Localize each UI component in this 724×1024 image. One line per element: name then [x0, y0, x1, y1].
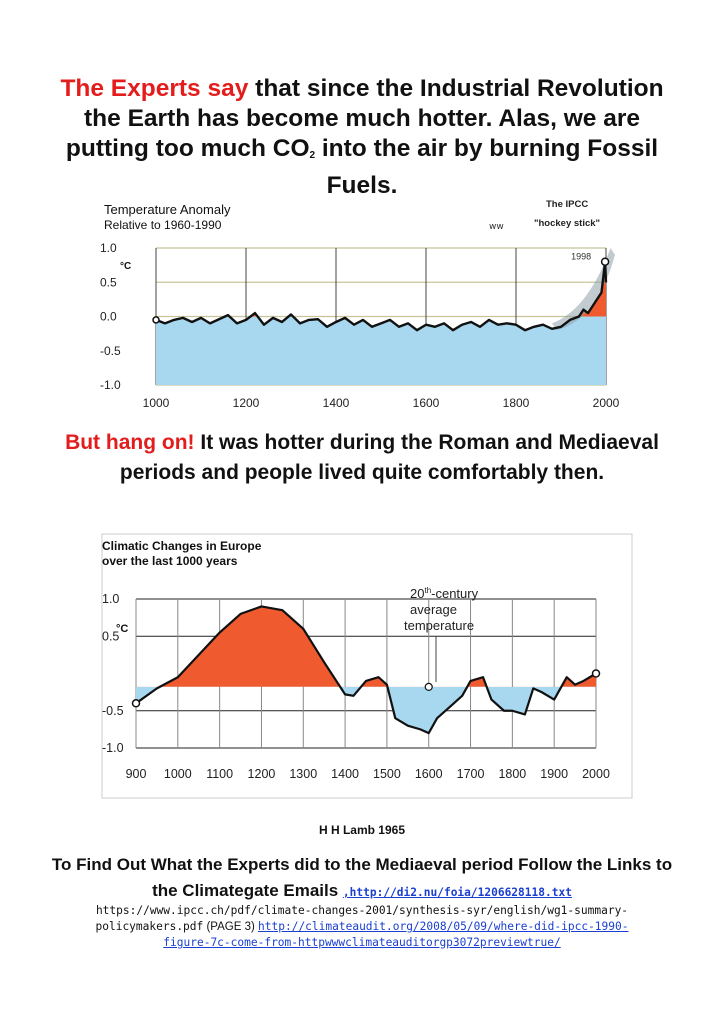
- marker-label: 1998: [571, 251, 592, 262]
- data-point: [245, 319, 246, 320]
- data-point: [551, 328, 552, 329]
- data-point: [605, 282, 606, 283]
- x-tick-label: 1800: [498, 767, 527, 781]
- lamb-europe-chart: [96, 530, 640, 802]
- data-point: [574, 684, 575, 685]
- chart2-annotation-line3: temperature: [404, 618, 475, 633]
- x-tick-label: 1900: [540, 767, 569, 781]
- data-point: [482, 677, 483, 678]
- chart2-title: Climatic Changes in Europe: [102, 539, 262, 553]
- end-marker: [593, 670, 600, 677]
- data-point: [416, 330, 417, 331]
- data-point: [353, 695, 354, 696]
- page-note: (PAGE 3): [203, 921, 259, 933]
- data-point: [299, 323, 300, 324]
- data-point: [497, 324, 498, 325]
- chart2-annotation-line1: 20th-century: [410, 586, 479, 601]
- data-point: [434, 326, 435, 327]
- headline2-rest: It was hotter during the Roman and Mediaeval periods and people lived quite comfortably then.: [119, 431, 659, 484]
- data-point: [303, 628, 304, 629]
- data-point: [533, 326, 534, 327]
- data-point: [596, 299, 597, 300]
- y-tick-label: 0.5: [100, 275, 117, 290]
- data-point: [209, 323, 210, 324]
- data-point: [407, 725, 408, 726]
- data-point: [554, 699, 555, 700]
- data-point: [601, 292, 602, 293]
- data-point: [449, 706, 450, 707]
- mid-marker: [425, 683, 432, 690]
- data-point: [462, 695, 463, 696]
- x-tick-label: 1100: [206, 767, 234, 781]
- data-point: [524, 330, 525, 331]
- data-point: [335, 321, 336, 322]
- data-point: [173, 319, 174, 320]
- find-text: [40, 852, 684, 906]
- y-tick-label: 1.0: [102, 592, 120, 606]
- data-point: [425, 324, 426, 325]
- y-tick-label: 0.0: [100, 309, 117, 324]
- data-point: [254, 312, 255, 313]
- link-ipcc[interactable]: https://www.ipcc.ch/pdf/climate-changes-2001/synthesis-syr/english/wg1-summary-policymakers.pdf: [95, 904, 629, 933]
- start-marker: [133, 700, 140, 707]
- x-tick-label: 1400: [322, 396, 350, 410]
- data-point: [491, 699, 492, 700]
- data-point: [470, 321, 471, 322]
- data-point: [365, 680, 366, 681]
- data-point: [378, 677, 379, 678]
- data-point: [281, 321, 282, 322]
- credit: H H Lamb 1965: [318, 823, 406, 837]
- chart1-annotation-line2: "hockey stick": [534, 218, 601, 229]
- data-point: [533, 688, 534, 689]
- data-point: [515, 324, 516, 325]
- data-point: [395, 718, 396, 719]
- data-point: [218, 319, 219, 320]
- data-point: [191, 321, 192, 322]
- data-point: [386, 684, 387, 685]
- headline: [40, 74, 684, 201]
- data-point: [353, 324, 354, 325]
- x-tick-label: 2000: [582, 767, 610, 781]
- data-point: [583, 309, 584, 310]
- data-point: [380, 323, 381, 324]
- y-tick-label: -1.0: [102, 741, 124, 755]
- data-point: [428, 733, 429, 734]
- headline-part2: into the air by burning Fossil Fuels.: [315, 135, 659, 199]
- data-point: [506, 323, 507, 324]
- data-point: [541, 692, 542, 693]
- data-point: [182, 317, 183, 318]
- chart2-unit: °C: [116, 623, 129, 635]
- data-point: [164, 323, 165, 324]
- data-point: [479, 326, 480, 327]
- x-tick-label: 1000: [142, 396, 170, 410]
- headline-red: The Experts say: [60, 75, 249, 102]
- headline2-red: But hang on!: [65, 431, 195, 454]
- data-point: [156, 688, 157, 689]
- data-point: [227, 315, 228, 316]
- data-point: [362, 319, 363, 320]
- x-tick-label: 1400: [331, 767, 359, 781]
- data-point: [407, 323, 408, 324]
- headline-part1: that since the Industrial Revolution the Earth has become much hotter. Alas, we are putting too much CO: [65, 75, 664, 162]
- chart1-unit: °C: [120, 261, 132, 272]
- data-point: [398, 326, 399, 327]
- data-point: [324, 662, 325, 663]
- data-point: [587, 312, 588, 313]
- data-point: [578, 316, 579, 317]
- y-tick-label: -0.5: [102, 703, 124, 718]
- x-tick-label: 2000: [592, 396, 620, 410]
- data-point: [583, 680, 584, 681]
- chart2-annotation-line2: average: [410, 602, 457, 617]
- y-tick-label: -0.5: [100, 343, 121, 358]
- chart2-frame: [102, 534, 632, 798]
- data-point: [219, 632, 220, 633]
- x-tick-label: 1800: [502, 396, 530, 410]
- x-tick-label: 1500: [373, 767, 401, 781]
- peak-marker: [602, 258, 609, 265]
- x-tick-label: 900: [125, 767, 147, 781]
- chart1-scribble: ᴡᴡ: [489, 222, 504, 232]
- data-point: [560, 326, 561, 327]
- headline-sub: 2: [309, 150, 316, 161]
- data-point: [200, 317, 201, 318]
- data-point: [524, 714, 525, 715]
- data-point: [261, 606, 262, 607]
- data-point: [240, 613, 241, 614]
- data-point: [236, 323, 237, 324]
- x-tick-label: 1000: [163, 767, 192, 781]
- hockey-stick-chart: [96, 195, 640, 415]
- data-point: [389, 319, 390, 320]
- data-point: [470, 680, 471, 681]
- data-point: [344, 317, 345, 318]
- data-point: [344, 694, 345, 695]
- data-point: [488, 319, 489, 320]
- data-point: [198, 654, 199, 655]
- data-point: [443, 323, 444, 324]
- data-point: [436, 718, 437, 719]
- data-point: [326, 326, 327, 327]
- data-point: [461, 324, 462, 325]
- headline2: [50, 428, 674, 488]
- data-point: [503, 710, 504, 711]
- data-point: [177, 677, 178, 678]
- data-point: [371, 326, 372, 327]
- x-tick-label: 1200: [232, 396, 260, 410]
- data-point: [272, 317, 273, 318]
- links-block: [82, 903, 642, 951]
- data-point: [542, 324, 543, 325]
- x-tick-label: 1600: [412, 396, 440, 410]
- data-point: [566, 677, 567, 678]
- data-point: [290, 314, 291, 315]
- link-climateaudit[interactable]: http://climateaudit.org/2008/05/09/where-did-ipcc-1990-figure-7c-come-from-httpwwwclimateauditorgp3072previewtrue/: [163, 920, 629, 949]
- chart1-subtitle: Relative to 1960-1990: [104, 218, 222, 232]
- data-point: [512, 710, 513, 711]
- x-tick-label: 1300: [289, 767, 318, 781]
- y-tick-label: 0.5: [102, 629, 120, 644]
- data-point: [569, 319, 570, 320]
- data-point: [420, 729, 421, 730]
- find-text-body: To Find Out What the Experts did to the Mediaeval period Follow the Links to the Climategate Emails: [51, 855, 673, 900]
- x-tick-label: 1600: [414, 767, 443, 781]
- x-tick-label: 1200: [247, 767, 276, 781]
- data-point: [452, 330, 453, 331]
- start-marker: [153, 317, 159, 323]
- chart2-subtitle: over the last 1000 years: [102, 554, 238, 568]
- chart1-annotation-line1: The IPCC: [546, 199, 589, 210]
- y-tick-label: -1.0: [100, 378, 121, 392]
- data-point: [317, 319, 318, 320]
- data-point: [263, 324, 264, 325]
- chart1-title: Temperature Anomaly: [104, 202, 231, 217]
- x-tick-label: 1700: [456, 767, 485, 781]
- data-point: [592, 306, 593, 307]
- link-climategate[interactable]: ,http://di2.nu/foia/1206628118.txt: [342, 886, 572, 899]
- data-point: [282, 610, 283, 611]
- data-point: [308, 319, 309, 320]
- y-tick-label: 1.0: [100, 241, 117, 255]
